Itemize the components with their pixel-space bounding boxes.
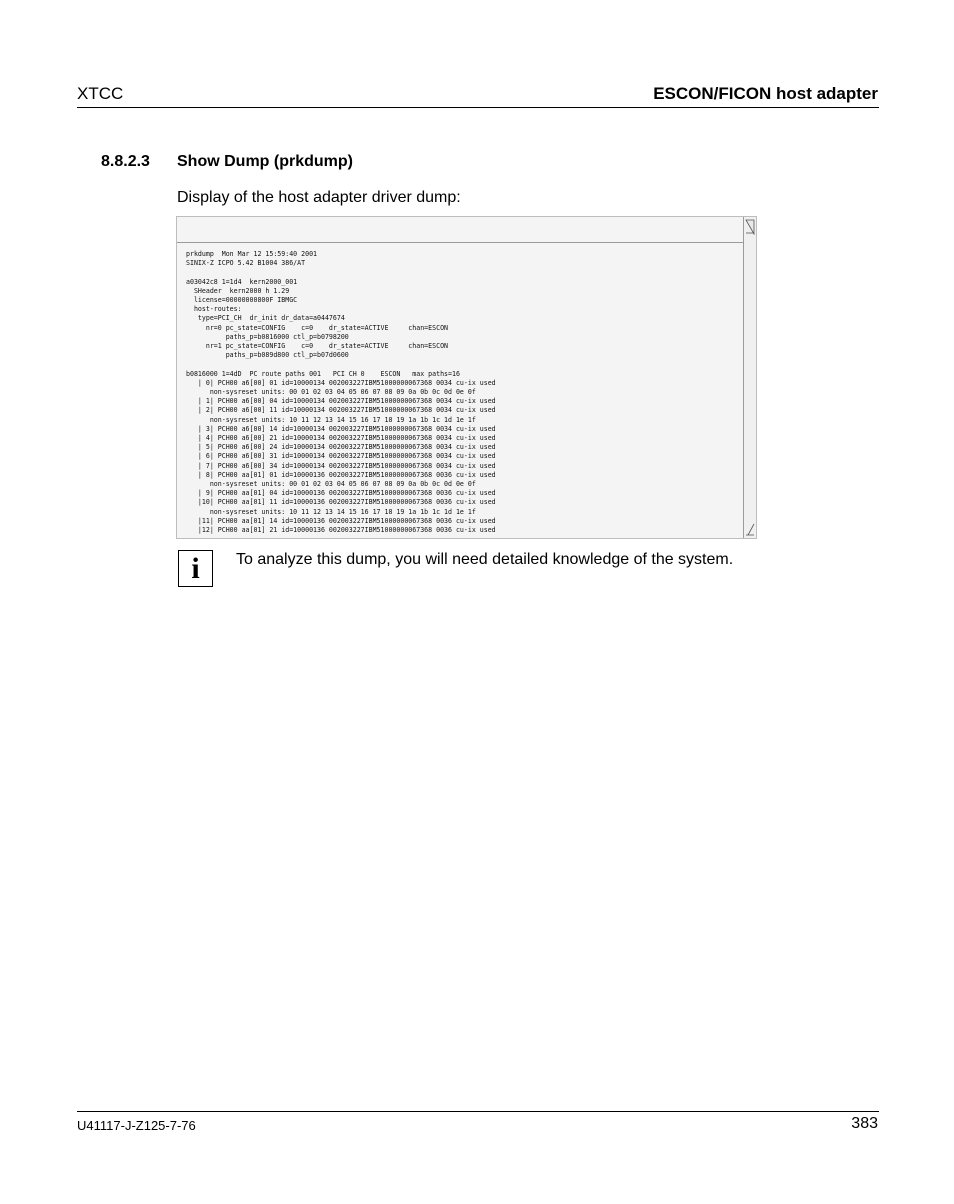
dump-line	[186, 268, 742, 277]
dump-line: SHeader kern2000 h 1.29	[186, 286, 290, 295]
dump-line: non-sysreset units: 10 11 12 13 14 15 16 17 18 19 1a 1b 1c 1d 1e 1f	[186, 415, 476, 424]
dump-line: | 7| PCH00 a6[00] 34 id=10000134 002003227IBM51000000067368 0034 cu-ix used	[186, 461, 496, 470]
page-number: 383	[851, 1115, 878, 1132]
intro-text: Display of the host adapter driver dump:	[177, 189, 461, 206]
section-number: 8.8.2.3	[101, 153, 150, 170]
scroll-down-arrow-icon[interactable]	[745, 522, 755, 536]
dump-line	[186, 360, 742, 369]
dump-line: paths_p=b089d800 ctl_p=b07d0600	[186, 351, 349, 360]
scroll-up-arrow-icon[interactable]	[745, 219, 755, 235]
dump-scrollbar[interactable]	[743, 217, 756, 538]
header-rule	[77, 107, 879, 108]
dump-line: | 4| PCH00 a6[00] 21 id=10000134 002003227IBM51000000067368 0034 cu-ix used	[186, 434, 496, 443]
dump-line: |11| PCH00 aa[01] 14 id=10000136 002003227IBM51000000067368 0036 cu-ix used	[186, 516, 496, 525]
dump-line: | 6| PCH00 a6[00] 31 id=10000134 002003227IBM51000000067368 0034 cu-ix used	[186, 452, 496, 461]
dump-line: prkdump Mon Mar 12 15:59:40 2001	[186, 250, 318, 258]
running-header-right: ESCON/FICON host adapter	[653, 84, 878, 103]
dump-line: | 9| PCH00 aa[01] 04 id=10000136 002003227IBM51000000067368 0036 cu-ix used	[186, 489, 496, 498]
dump-line: non-sysreset units: 00 01 02 03 04 05 06 07 08 09 0a 0b 0c 0d 0e 0f	[186, 480, 476, 489]
dump-line: | 2| PCH00 a6[00] 11 id=10000134 002003227IBM51000000067368 0034 cu-ix used	[186, 406, 496, 415]
dump-line: nr=1 pc_state=CONFIG c=0 dr_state=ACTIVE chan=ESCON	[186, 342, 449, 351]
dump-line: host-routes:	[186, 305, 242, 314]
dump-line: paths_p=b0816000 ctl_p=b0798200	[186, 332, 349, 341]
dump-line: license=00000000800F IBMGC	[186, 296, 298, 305]
dump-line: SINIX-Z ICPO 5.42 B1004 386/AT	[186, 259, 306, 268]
dump-line: | 5| PCH00 a6[00] 24 id=10000134 002003227IBM51000000067368 0034 cu-ix used	[186, 443, 496, 452]
section-title: Show Dump (prkdump)	[177, 153, 353, 170]
footer-doc-id: U41117-J-Z125-7-76	[77, 1118, 196, 1133]
dump-line: | 1| PCH00 a6[00] 04 id=10000134 002003227IBM51000000067368 0034 cu-ix used	[186, 397, 496, 406]
footer-rule	[77, 1111, 879, 1112]
dump-line: |12| PCH00 aa[01] 21 id=10000136 002003227IBM51000000067368 0036 cu-ix used	[186, 526, 496, 535]
dump-line: b0816000 1=4dD PC route paths 001 PCI CH 0 ESCON max paths=16	[186, 369, 460, 378]
dump-line: | 8| PCH00 aa[01] 01 id=10000136 002003227IBM51000000067368 0036 cu-ix used	[186, 470, 496, 479]
dump-window-toolbar	[177, 217, 745, 243]
dump-line: |10| PCH00 aa[01] 11 id=10000136 002003227IBM51000000067368 0036 cu-ix used	[186, 498, 496, 507]
dump-line: non-sysreset units: 10 11 12 13 14 15 16 17 18 19 1a 1b 1c 1d 1e 1f	[186, 507, 476, 516]
dump-line: type=PCI_CH dr_init dr_data=a0447674	[186, 314, 345, 323]
dump-line: a03042c8 1=1d4 kern2000_001	[186, 277, 298, 286]
running-header-left: XTCC	[77, 84, 124, 103]
dump-line: nr=0 pc_state=CONFIG c=0 dr_state=ACTIVE chan=ESCON	[186, 323, 449, 332]
dump-line: | 0| PCH00 a6[00] 01 id=10000134 002003227IBM51000000067368 0034 cu-ix used	[186, 378, 496, 387]
info-note: To analyze this dump, you will need detailed knowledge of the system.	[236, 551, 734, 568]
dump-screenshot-window	[176, 216, 757, 539]
dump-output	[186, 250, 742, 538]
dump-line: | 3| PCH00 a6[00] 14 id=10000134 002003227IBM51000000067368 0034 cu-ix used	[186, 424, 496, 433]
info-icon: i	[178, 550, 213, 587]
dump-line: non-sysreset units: 00 01 02 03 04 05 06 07 08 09 0a 0b 0c 0d 0e 0f	[186, 388, 476, 397]
